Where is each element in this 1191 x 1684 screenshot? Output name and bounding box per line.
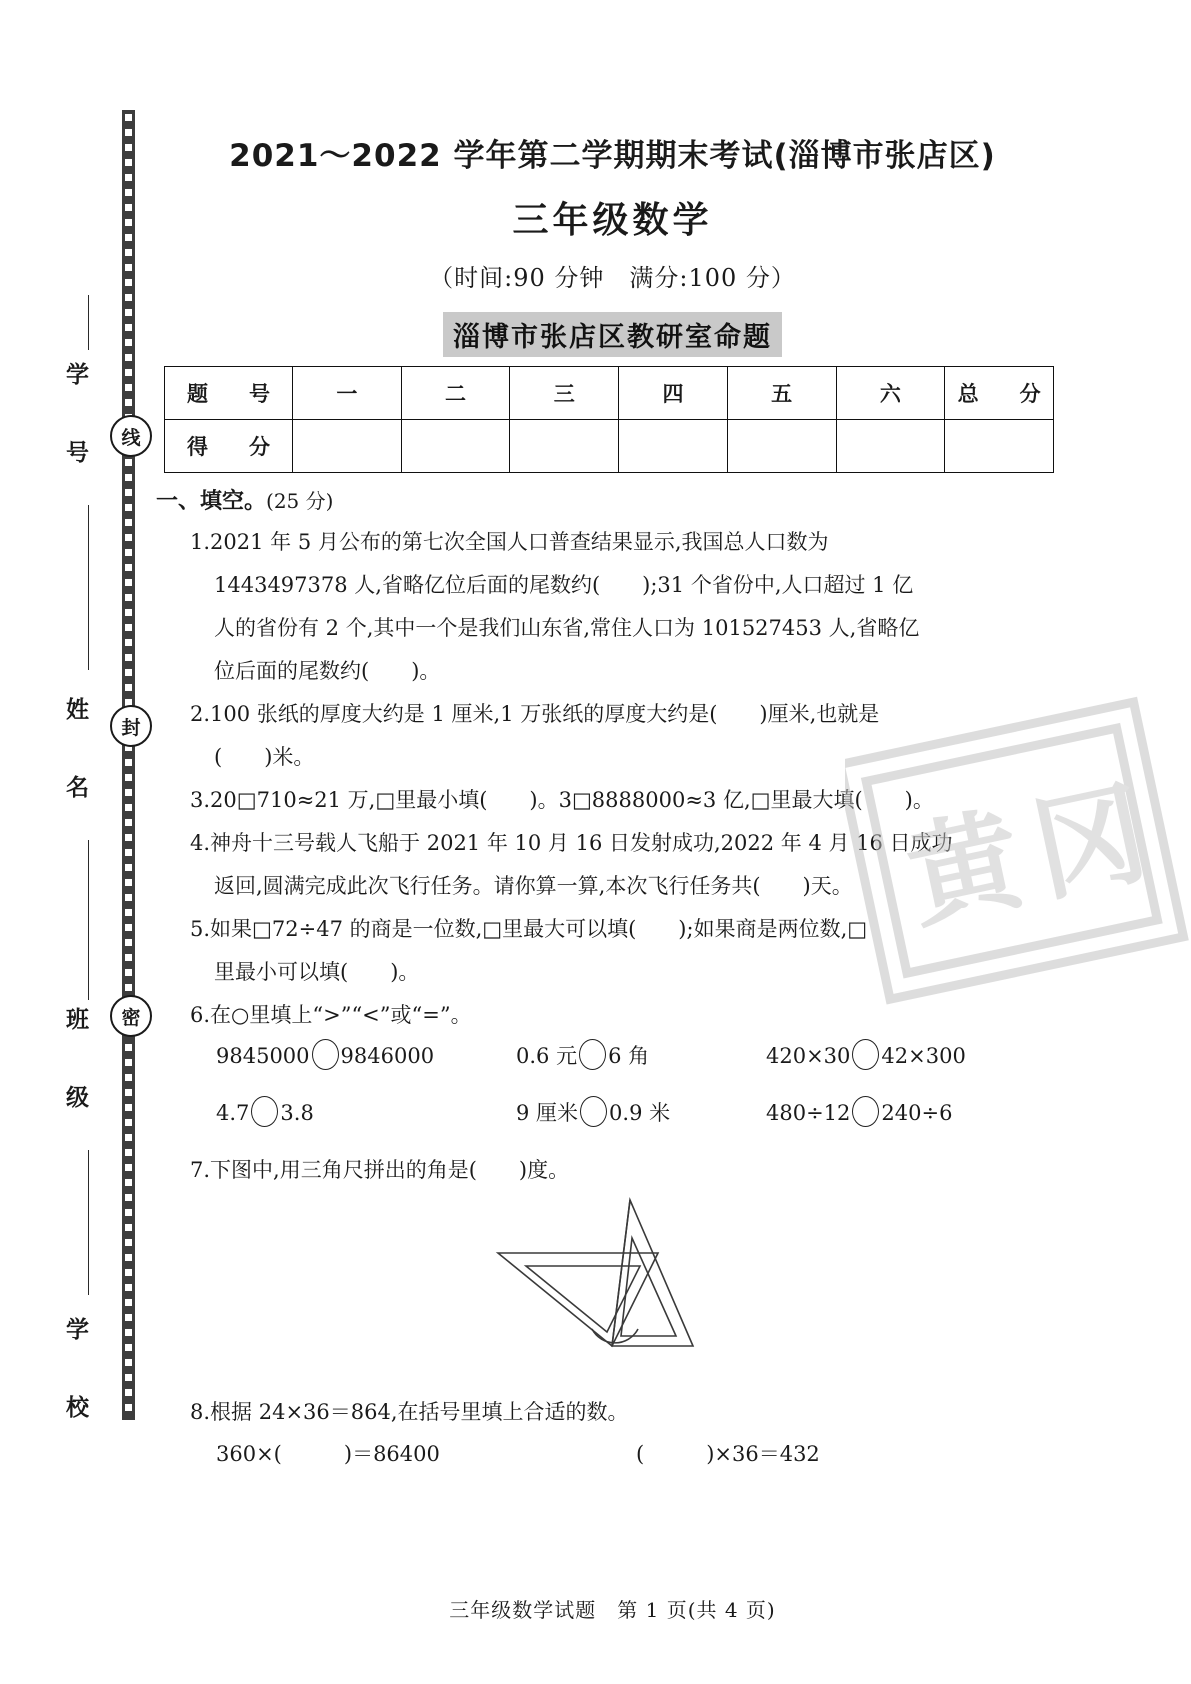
question-4-line-1: 神舟十三号载人飞船于 2021 年 10 月 16 日发射成功,2022 年 4 月 16 日成功 (210, 831, 953, 855)
triangle-rulers-figure (150, 1196, 1075, 1391)
equation-1-prefix: 360×( (216, 1442, 282, 1466)
seal-char-feng: 封 (110, 705, 152, 747)
margin-field-name: 姓 名 (62, 696, 88, 814)
comparison-item-5 (516, 1096, 766, 1127)
exam-title: 2021～2022 学年第二学期期末考试(淄博市张店区) (229, 138, 996, 174)
question-8-number: 8. (190, 1400, 211, 1424)
questions-content (150, 484, 1075, 1468)
seal-char-xian: 线 (110, 415, 152, 457)
exam-subject: 三年级数学 (512, 200, 713, 241)
comparison-circle-icon[interactable] (852, 1039, 879, 1070)
comparison-circle-icon[interactable] (312, 1039, 339, 1070)
question-7 (190, 1149, 1075, 1192)
question-8 (190, 1391, 1075, 1434)
question-3-line-1: 20□710≈21 万,□里最小填( )。3□8888000≈3 亿,□里最大填( )。 (210, 788, 934, 812)
comparison-circle-icon[interactable] (579, 1039, 606, 1070)
question-7-line-1: 下图中,用三角尺拼出的角是( )度。 (210, 1158, 570, 1182)
comparison-6-right: 240÷6 (881, 1101, 953, 1125)
question-5-number: 5. (190, 917, 211, 941)
comparison-grid (216, 1039, 1075, 1127)
comparison-4-left: 4.7 (216, 1101, 250, 1125)
seal-char-mi: 密 (110, 995, 152, 1037)
equation-2 (636, 1438, 1075, 1468)
score-table-row-label-score: 得 分 (165, 420, 293, 473)
section-title: 一、填空。 (156, 489, 267, 514)
comparison-5-left: 9 厘米 (516, 1101, 579, 1125)
section-heading-fill-in-blank (156, 484, 1075, 515)
score-col-5: 五 (727, 367, 836, 420)
comparison-circle-icon[interactable] (580, 1096, 607, 1127)
question-5-line-1: 如果□72÷47 的商是一位数,□里最大可以填( );如果商是两位数,□ (210, 917, 868, 941)
margin-field-class: 班 级 (62, 1006, 88, 1124)
margin-field-school: 学 校 (62, 1316, 88, 1434)
equation-1 (216, 1438, 636, 1468)
comparison-item-2 (516, 1039, 766, 1070)
comparison-3-left: 420×30 (766, 1044, 851, 1068)
exam-page (150, 0, 1191, 1684)
score-col-1: 一 (293, 367, 402, 420)
left-ruler-outer (498, 1253, 658, 1346)
score-cell-total[interactable] (945, 420, 1054, 473)
question-6-number: 6. (190, 1003, 211, 1027)
left-margin-seal-area (0, 0, 150, 1684)
margin-field-student-number: 学 号 (62, 361, 88, 479)
comparison-item-6 (766, 1096, 1075, 1127)
question-2-number: 2. (190, 702, 211, 726)
comparison-2-right: 6 角 (608, 1044, 650, 1068)
equations-grid (216, 1438, 1075, 1468)
comparison-item-4 (216, 1096, 516, 1127)
score-cell-1[interactable] (293, 420, 402, 473)
question-8-line-1: 根据 24×36＝864,在括号里填上合适的数。 (210, 1400, 629, 1424)
question-1-line-3: 人的省份有 2 个,其中一个是我们山东省,常住人口为 101527453 人,省略亿 (214, 616, 920, 640)
comparison-item-1 (216, 1039, 516, 1070)
question-4-number: 4. (190, 831, 211, 855)
watermark-char-1: 黄 (896, 794, 1034, 946)
score-col-4: 四 (619, 367, 728, 420)
score-col-2: 二 (401, 367, 510, 420)
comparison-6-left: 480÷12 (766, 1101, 851, 1125)
question-5 (190, 908, 1075, 994)
score-cell-6[interactable] (836, 420, 945, 473)
watermark-char-2: 冈 (1021, 768, 1159, 919)
right-ruler-outer (612, 1200, 693, 1346)
triangle-rulers-svg (480, 1196, 780, 1391)
question-2-line-2: ( )米。 (214, 745, 315, 769)
question-1-line-1: 2021 年 5 月公布的第七次全国人口普查结果显示,我国总人口数为 (210, 530, 829, 554)
comparison-item-3 (766, 1039, 1075, 1070)
score-cell-3[interactable] (510, 420, 619, 473)
question-2 (190, 693, 1075, 779)
question-4-line-2: 返回,圆满完成此次飞行任务。请你算一算,本次飞行任务共( )天。 (214, 874, 853, 898)
question-2-line-1: 100 张纸的厚度大约是 1 厘米,1 万张纸的厚度大约是( )厘米,也就是 (210, 702, 880, 726)
comparison-4-right: 3.8 (280, 1101, 314, 1125)
equation-2-prefix: ( (636, 1442, 645, 1466)
equation-1-suffix: )＝86400 (343, 1442, 440, 1466)
score-cell-5[interactable] (727, 420, 836, 473)
score-cell-4[interactable] (619, 420, 728, 473)
exam-time-and-score: （时间:90 分钟 满分:100 分） (429, 264, 796, 292)
comparison-1-right: 9846000 (340, 1044, 435, 1068)
table-row-question-numbers (165, 367, 1054, 420)
comparison-3-right: 42×300 (881, 1044, 966, 1068)
authoring-office-banner: 淄博市张店区教研室命题 (443, 312, 782, 357)
question-5-line-2: 里最小可以填( )。 (214, 960, 420, 984)
table-row-scores (165, 420, 1054, 473)
question-1 (190, 521, 1075, 693)
comparison-1-left: 9845000 (216, 1044, 310, 1068)
comparison-circle-icon[interactable] (251, 1096, 278, 1127)
question-1-line-2: 1443497378 人,省略亿位后面的尾数约( );31 个省份中,人口超过 1 亿 (214, 573, 914, 597)
question-3 (190, 779, 1075, 822)
score-cell-2[interactable] (401, 420, 510, 473)
score-table (164, 366, 1054, 473)
score-col-total: 总 分 (945, 367, 1054, 420)
question-6 (190, 994, 1075, 1037)
equation-2-suffix: )×36＝432 (706, 1442, 820, 1466)
question-1-line-4: 位后面的尾数约( )。 (214, 659, 441, 683)
page-footer: 三年级数学试题 第 1 页(共 4 页) (449, 1598, 776, 1622)
score-table-row-label-question: 题 号 (165, 367, 293, 420)
question-4 (190, 822, 1075, 908)
banner-wrap (150, 312, 1075, 357)
comparison-2-left: 0.6 元 (516, 1044, 578, 1068)
score-col-3: 三 (510, 367, 619, 420)
seal-dashed-strip (122, 110, 135, 1420)
question-6-line-1: 在○里填上“>”“<”或“=”。 (210, 1003, 472, 1027)
question-7-number: 7. (190, 1158, 211, 1182)
comparison-circle-icon[interactable] (852, 1096, 879, 1127)
section-points: (25 分) (266, 489, 334, 513)
question-3-number: 3. (190, 788, 211, 812)
question-1-number: 1. (190, 530, 211, 554)
comparison-5-right: 0.9 米 (609, 1101, 671, 1125)
score-col-6: 六 (836, 367, 945, 420)
